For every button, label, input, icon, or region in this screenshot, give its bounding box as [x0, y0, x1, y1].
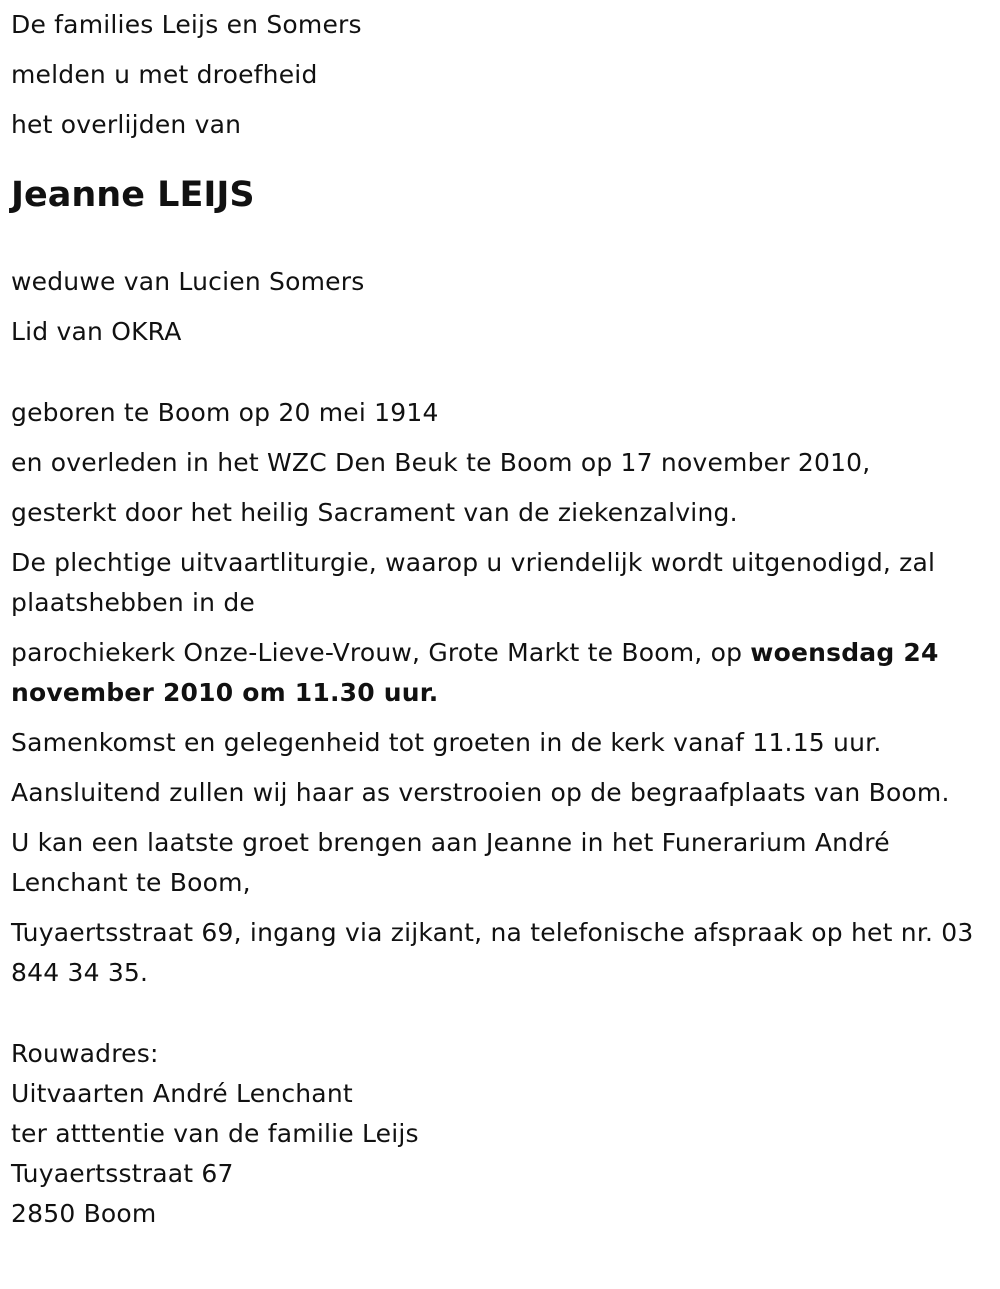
address-label: Rouwadres:: [11, 1039, 159, 1068]
relation-line: Lid van OKRA: [11, 317, 182, 346]
born-line: geboren te Boom op 20 mei 1914: [11, 398, 439, 427]
liturgy-line: De plechtige uitvaartliturgie, waarop u vriendelijk wordt uitgenodigd, zal plaatshebben in de: [11, 548, 936, 617]
address-line: Tuyaertsstraat 67: [11, 1159, 234, 1188]
address-line: ter atttentie van de familie Leijs: [11, 1119, 419, 1148]
gathering-line: Samenkomst en gelegenheid tot groeten in de kerk vanaf 11.15 uur.: [11, 728, 882, 757]
farewell-line: U kan een laatste groet brengen aan Jeanne in het Funerarium André Lenchant te Boom,: [11, 828, 890, 897]
church-text: parochiekerk Onze-Lieve-Vrouw, Grote Markt te Boom, op: [11, 638, 751, 667]
intro-line: het overlijden van: [11, 110, 242, 139]
intro-line: De families Leijs en Somers: [11, 10, 362, 39]
mourning-address: [11, 1034, 988, 1234]
intro-line: melden u met droefheid: [11, 60, 318, 89]
relation-line: weduwe van Lucien Somers: [11, 267, 365, 296]
address-line: 2850 Boom: [11, 1199, 157, 1228]
sacrament-line: gesterkt door het heilig Sacrament van de ziekenzalving.: [11, 498, 738, 527]
appointment-line: Tuyaertsstraat 69, ingang via zijkant, na telefonische afspraak op het nr. 03 844 34 35.: [11, 918, 974, 987]
church-line: [11, 633, 988, 713]
funeral-date: woensdag 24 november 2010 om 11.30 uur.: [11, 638, 939, 707]
deceased-name: Jeanne LEIJS: [11, 175, 255, 215]
died-line: en overleden in het WZC Den Beuk te Boom op 17 november 2010,: [11, 448, 871, 477]
ashes-line: Aansluitend zullen wij haar as verstrooien op de begraafplaats van Boom.: [11, 778, 950, 807]
address-line: Uitvaarten André Lenchant: [11, 1079, 353, 1108]
